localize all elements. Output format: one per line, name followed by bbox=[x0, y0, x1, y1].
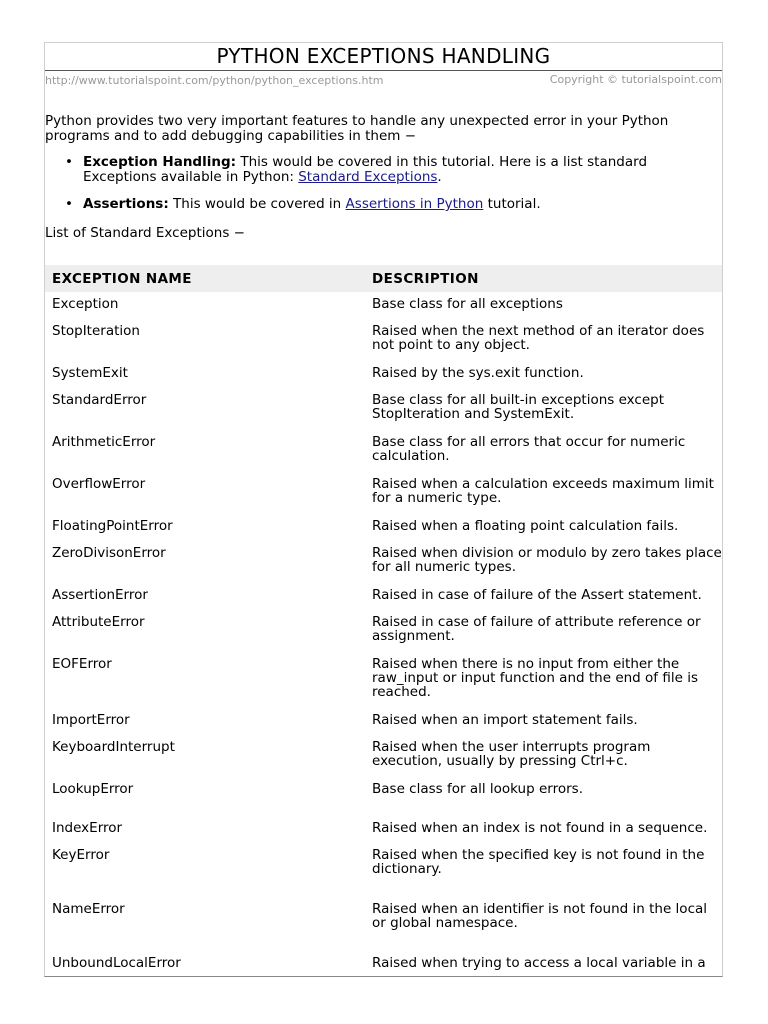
table-row bbox=[45, 777, 723, 816]
exception-description-cell: Raised in case of failure of attribute reference or assignment. bbox=[372, 614, 701, 645]
copyright-notice: Copyright © tutorialspoint.com bbox=[549, 73, 722, 86]
list-item bbox=[45, 155, 685, 184]
feature-list bbox=[45, 155, 685, 212]
table-row bbox=[45, 319, 723, 361]
column-header-name: EXCEPTION NAME bbox=[45, 265, 365, 292]
exceptions-table bbox=[45, 265, 723, 977]
exception-description-cell: Raised by the sys.exit function. bbox=[372, 365, 584, 381]
exception-description-cell: Raised when the user interrupts program execution, usually by pressing Ctrl+c. bbox=[372, 739, 651, 770]
table-row bbox=[45, 816, 723, 843]
exception-name-cell: NameError bbox=[52, 901, 125, 917]
table-row bbox=[45, 735, 723, 777]
table-row bbox=[45, 897, 723, 951]
table-row bbox=[45, 610, 723, 652]
exception-name-cell: ArithmeticError bbox=[52, 434, 156, 450]
exception-name-cell: LookupError bbox=[52, 781, 134, 797]
point-text: This would be covered in this tutorial. Here is a list standard Exceptions available in Python: bbox=[83, 154, 648, 185]
exception-description-cell: Base class for all lookup errors. bbox=[372, 781, 583, 797]
exception-description-cell: Raised when trying to access a local variable in a bbox=[372, 955, 706, 971]
standard-exceptions-link[interactable]: Standard Exceptions bbox=[298, 168, 438, 185]
exception-description-cell: Base class for all built-in exceptions except StopIteration and SystemExit. bbox=[372, 392, 664, 423]
exception-name-cell: AssertionError bbox=[52, 587, 148, 603]
intro-paragraph: Python provides two very important features to handle any unexpected error in your Python programs and to add debugging capabilities in them − bbox=[45, 113, 669, 144]
table-row bbox=[45, 361, 723, 388]
exception-description-cell: Base class for all exceptions bbox=[372, 296, 563, 312]
column-header-description: DESCRIPTION bbox=[365, 265, 723, 292]
exception-name-cell: ZeroDivisonError bbox=[52, 545, 166, 561]
source-url[interactable]: http://www.tutorialspoint.com/python/python_exceptions.htm bbox=[45, 74, 384, 87]
exception-description-cell: Raised in case of failure of the Assert statement. bbox=[372, 587, 702, 603]
point-text: This would be covered in bbox=[168, 196, 346, 212]
title-divider bbox=[45, 70, 722, 71]
table-row bbox=[45, 472, 723, 514]
exception-description-cell: Raised when there is no input from either the raw_input or input function and the end of file is reached. bbox=[372, 656, 698, 701]
bullet-icon: • bbox=[65, 196, 73, 212]
exception-name-cell: ImportError bbox=[52, 712, 130, 728]
exception-name-cell: EOFError bbox=[52, 656, 112, 672]
exception-name-cell: IndexError bbox=[52, 820, 123, 836]
point-suffix: tutorial. bbox=[483, 196, 541, 212]
table-row bbox=[45, 843, 723, 897]
table-row bbox=[45, 951, 723, 977]
exception-description-cell: Raised when a calculation exceeds maximum limit for a numeric type. bbox=[372, 476, 714, 507]
document-page bbox=[44, 42, 723, 977]
table-header-row bbox=[45, 265, 723, 292]
point-suffix: . bbox=[437, 168, 442, 185]
table-row bbox=[45, 652, 723, 708]
table-row bbox=[45, 514, 723, 541]
exception-name-cell: FloatingPointError bbox=[52, 518, 173, 534]
exception-description-cell: Raised when a floating point calculation fails. bbox=[372, 518, 679, 534]
exception-name-cell: Exception bbox=[52, 296, 119, 312]
list-intro: List of Standard Exceptions − bbox=[45, 225, 245, 241]
exception-description-cell: Base class for all errors that occur for numeric calculation. bbox=[372, 434, 686, 465]
exception-name-cell: SystemExit bbox=[52, 365, 128, 381]
exception-name-cell: StopIteration bbox=[52, 323, 140, 339]
exception-description-cell: Raised when an import statement fails. bbox=[372, 712, 638, 728]
exception-name-cell: AttributeError bbox=[52, 614, 145, 630]
table-row bbox=[45, 708, 723, 735]
exception-description-cell: Raised when the next method of an iterator does not point to any object. bbox=[372, 323, 705, 354]
list-item bbox=[45, 197, 685, 212]
assertions-link[interactable]: Assertions in Python bbox=[345, 196, 484, 212]
exception-name-cell: KeyboardInterrupt bbox=[52, 739, 175, 755]
point-label: Assertions: bbox=[83, 196, 169, 212]
table-row bbox=[45, 292, 723, 319]
table-row bbox=[45, 388, 723, 430]
exception-name-cell: UnboundLocalError bbox=[52, 955, 181, 971]
exception-description-cell: Raised when an identifier is not found in the local or global namespace. bbox=[372, 901, 708, 932]
bullet-icon: • bbox=[65, 154, 73, 170]
exception-name-cell: StandardError bbox=[52, 392, 147, 408]
exception-name-cell: KeyError bbox=[52, 847, 110, 863]
table-row bbox=[45, 583, 723, 610]
exception-description-cell: Raised when the specified key is not found in the dictionary. bbox=[372, 847, 705, 878]
point-label: Exception Handling: bbox=[83, 154, 237, 170]
exception-name-cell: OverflowError bbox=[52, 476, 146, 492]
exception-description-cell: Raised when division or modulo by zero takes place for all numeric types. bbox=[372, 545, 722, 576]
table-row bbox=[45, 541, 723, 583]
exception-description-cell: Raised when an index is not found in a sequence. bbox=[372, 820, 708, 836]
table-row bbox=[45, 430, 723, 472]
page-title: PYTHON EXCEPTIONS HANDLING bbox=[216, 44, 551, 68]
